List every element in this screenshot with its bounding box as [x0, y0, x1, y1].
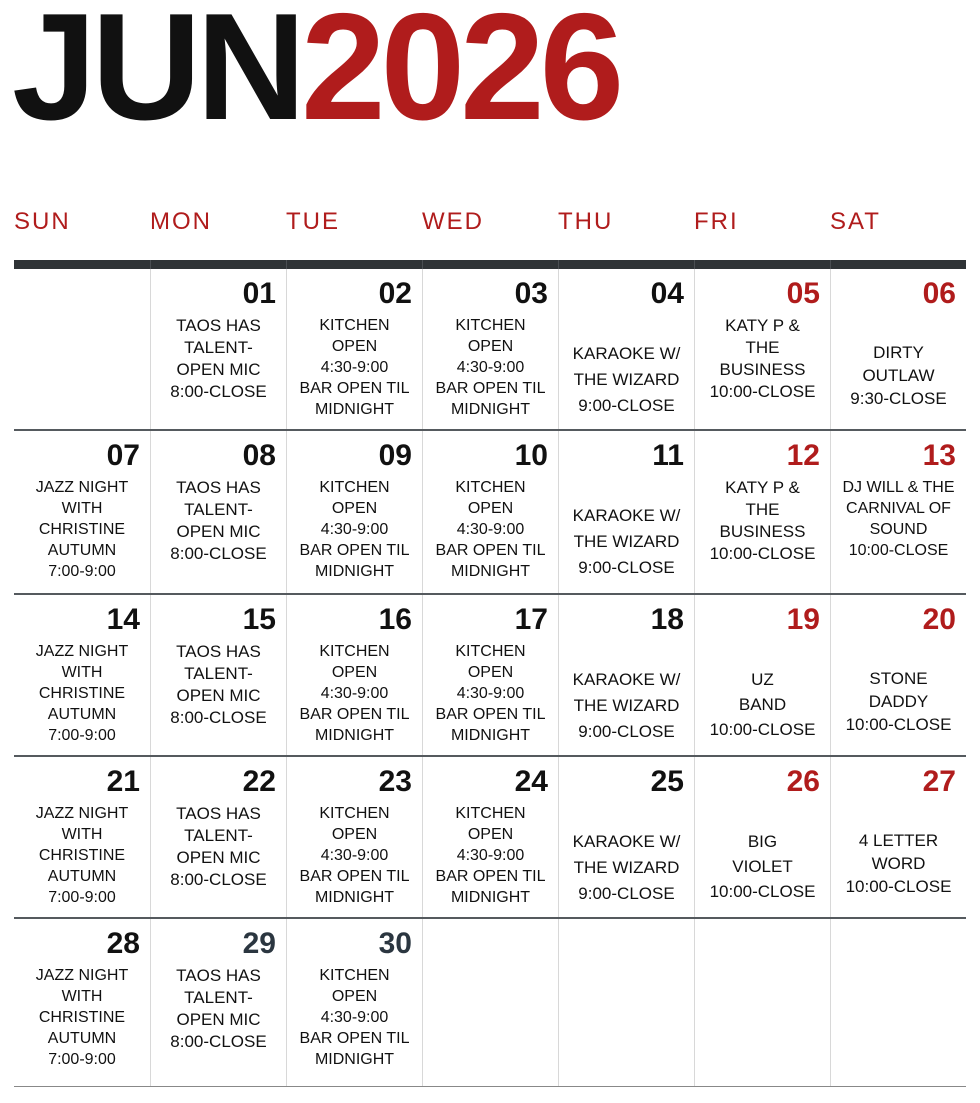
empty-day-cell: [422, 919, 558, 1087]
event-line: CHRISTINE: [38, 685, 126, 702]
event-line: 7:00-9:00: [48, 727, 116, 744]
event-details: [287, 641, 422, 746]
event-line: BAR OPEN TIL: [299, 380, 410, 397]
event-line: KITCHEN: [319, 643, 390, 660]
day-cell-tue: [286, 269, 422, 431]
day-number: 21: [106, 765, 140, 798]
day-number: 09: [378, 439, 412, 472]
event-details: [559, 829, 694, 907]
event-details: [695, 315, 830, 403]
event-line: CHRISTINE: [38, 521, 126, 538]
event-line: BAR OPEN TIL: [435, 706, 546, 723]
event-line: 4:30-9:00: [456, 847, 525, 864]
day-number: 10: [514, 439, 548, 472]
event-details: [695, 829, 830, 904]
event-line: STONE: [869, 669, 928, 688]
day-number: 02: [378, 277, 412, 310]
event-line: MIDNIGHT: [314, 727, 395, 744]
event-line: WITH: [61, 500, 103, 517]
event-line: KITCHEN: [455, 805, 526, 822]
event-line: BAND: [738, 695, 787, 714]
day-cell-sat: [830, 269, 966, 431]
day-number: 28: [106, 927, 140, 960]
event-line: OPEN MIC: [176, 848, 261, 867]
event-line: BAR OPEN TIL: [299, 706, 410, 723]
day-number: 25: [650, 765, 684, 798]
day-cell-thu: [558, 269, 694, 431]
event-line: CHRISTINE: [38, 847, 126, 864]
day-cell-wed: [422, 269, 558, 431]
event-line: KITCHEN: [319, 479, 390, 496]
day-number: 18: [650, 603, 684, 636]
calendar-bottom-rule: [14, 1086, 966, 1087]
day-cell-mon: [150, 595, 286, 757]
event-line: OPEN: [467, 664, 514, 681]
event-line: JAZZ NIGHT: [35, 643, 129, 660]
event-line: OPEN: [467, 338, 514, 355]
event-line: OPEN: [331, 500, 378, 517]
event-line: 8:00-CLOSE: [170, 870, 267, 889]
calendar-grid: [14, 269, 966, 1087]
event-details: [151, 803, 286, 891]
day-number: 06: [922, 277, 956, 310]
calendar-title: [12, 0, 620, 152]
day-number: 13: [922, 439, 956, 472]
event-line: 10:00-CLOSE: [709, 382, 816, 401]
event-line: 4:30-9:00: [320, 685, 389, 702]
event-line: 4:30-9:00: [456, 359, 525, 376]
event-line: KITCHEN: [319, 805, 390, 822]
event-line: 8:00-CLOSE: [170, 544, 267, 563]
event-line: THE: [745, 338, 780, 357]
year-label: 2026: [301, 0, 620, 152]
event-line: MIDNIGHT: [450, 889, 531, 906]
event-details: [559, 341, 694, 419]
day-cell-sun: [14, 757, 150, 919]
event-line: KITCHEN: [319, 967, 390, 984]
event-details: [14, 641, 150, 746]
weekday-tue: TUE: [286, 208, 340, 235]
header-divider-bar: [14, 260, 966, 269]
day-cell-wed: [422, 431, 558, 595]
event-line: SOUND: [869, 521, 928, 538]
day-number: 24: [514, 765, 548, 798]
event-details: [14, 965, 150, 1070]
event-line: CHRISTINE: [38, 1009, 126, 1026]
day-cell-sun: [14, 595, 150, 757]
event-line: BUSINESS: [719, 522, 806, 541]
event-details: [423, 803, 558, 908]
event-line: BUSINESS: [719, 360, 806, 379]
day-number: 03: [514, 277, 548, 310]
event-line: TAOS HAS: [176, 478, 261, 497]
day-cell-tue: [286, 919, 422, 1087]
event-line: CARNIVAL OF: [846, 500, 951, 517]
event-line: THE: [745, 500, 780, 519]
event-line: KARAOKE W/: [572, 506, 681, 525]
event-line: TALENT-: [184, 664, 253, 683]
event-details: [287, 803, 422, 908]
event-line: UZ: [751, 670, 774, 689]
event-line: TAOS HAS: [176, 804, 261, 823]
day-cell-thu: [558, 757, 694, 919]
event-line: 10:00-CLOSE: [848, 542, 949, 559]
day-number: 05: [786, 277, 820, 310]
event-line: 4:30-9:00: [456, 521, 525, 538]
empty-day-cell: [558, 919, 694, 1087]
event-line: KATY P &: [725, 316, 800, 335]
event-line: 4:30-9:00: [320, 359, 389, 376]
event-line: TALENT-: [184, 988, 253, 1007]
event-details: [695, 667, 830, 742]
event-line: DIRTY: [873, 343, 924, 362]
weekday-wed: WED: [422, 208, 484, 235]
event-line: 7:00-9:00: [48, 1051, 116, 1068]
event-line: 4:30-9:00: [320, 521, 389, 538]
event-line: WITH: [61, 988, 103, 1005]
day-cell-tue: [286, 431, 422, 595]
event-line: TALENT-: [184, 500, 253, 519]
event-line: JAZZ NIGHT: [35, 479, 129, 496]
event-details: [831, 667, 966, 736]
event-line: BAR OPEN TIL: [299, 542, 410, 559]
day-number: 27: [922, 765, 956, 798]
day-cell-fri: [694, 595, 830, 757]
event-line: 8:00-CLOSE: [170, 382, 267, 401]
event-line: KITCHEN: [455, 479, 526, 496]
event-line: DADDY: [868, 692, 929, 711]
event-line: BAR OPEN TIL: [299, 1030, 410, 1047]
day-cell-thu: [558, 431, 694, 595]
day-number: 01: [242, 277, 276, 310]
event-details: [151, 477, 286, 565]
day-cell-sat: [830, 431, 966, 595]
day-number: 19: [786, 603, 820, 636]
event-line: MIDNIGHT: [314, 401, 395, 418]
day-cell-tue: [286, 757, 422, 919]
event-line: JAZZ NIGHT: [35, 967, 129, 984]
empty-day-cell: [830, 919, 966, 1087]
event-line: OUTLAW: [862, 366, 935, 385]
event-line: BIG: [747, 832, 778, 851]
event-line: TALENT-: [184, 826, 253, 845]
event-line: 9:00-CLOSE: [578, 558, 675, 577]
day-number: 17: [514, 603, 548, 636]
event-details: [287, 315, 422, 420]
event-details: [151, 641, 286, 729]
day-cell-fri: [694, 269, 830, 431]
event-details: [423, 641, 558, 746]
weekday-sun: SUN: [14, 208, 71, 235]
event-line: JAZZ NIGHT: [35, 805, 129, 822]
event-details: [695, 477, 830, 565]
event-line: THE WIZARD: [573, 858, 680, 877]
event-line: MIDNIGHT: [450, 727, 531, 744]
day-number: 26: [786, 765, 820, 798]
event-line: KARAOKE W/: [572, 832, 681, 851]
event-line: TAOS HAS: [176, 966, 261, 985]
event-line: MIDNIGHT: [450, 563, 531, 580]
event-line: KITCHEN: [319, 317, 390, 334]
event-details: [423, 477, 558, 582]
event-line: OPEN: [467, 500, 514, 517]
event-line: AUTUMN: [47, 868, 117, 885]
event-line: DJ WILL & THE: [842, 479, 955, 496]
event-line: THE WIZARD: [573, 696, 680, 715]
day-cell-fri: [694, 431, 830, 595]
event-line: 4:30-9:00: [320, 1009, 389, 1026]
event-line: 8:00-CLOSE: [170, 1032, 267, 1051]
event-line: OPEN: [331, 664, 378, 681]
day-number: 20: [922, 603, 956, 636]
event-line: KARAOKE W/: [572, 344, 681, 363]
event-line: BAR OPEN TIL: [435, 380, 546, 397]
day-cell-mon: [150, 269, 286, 431]
day-number: 15: [242, 603, 276, 636]
event-details: [831, 341, 966, 410]
event-line: AUTUMN: [47, 1030, 117, 1047]
event-details: [14, 477, 150, 582]
event-line: 10:00-CLOSE: [845, 715, 952, 734]
event-details: [151, 315, 286, 403]
event-line: MIDNIGHT: [450, 401, 531, 418]
event-line: AUTUMN: [47, 542, 117, 559]
event-line: 4 LETTER: [858, 831, 939, 850]
event-line: MIDNIGHT: [314, 889, 395, 906]
event-line: 8:00-CLOSE: [170, 708, 267, 727]
event-line: MIDNIGHT: [314, 1051, 395, 1068]
day-cell-tue: [286, 595, 422, 757]
event-line: BAR OPEN TIL: [435, 542, 546, 559]
event-line: WITH: [61, 664, 103, 681]
event-line: OPEN: [331, 338, 378, 355]
day-cell-mon: [150, 431, 286, 595]
day-number: 14: [106, 603, 140, 636]
event-line: OPEN: [331, 826, 378, 843]
day-number: 08: [242, 439, 276, 472]
day-number: 29: [242, 927, 276, 960]
day-number: 16: [378, 603, 412, 636]
weekday-mon: MON: [150, 208, 212, 235]
event-line: KITCHEN: [455, 643, 526, 660]
event-line: OPEN: [331, 988, 378, 1005]
event-line: OPEN MIC: [176, 360, 261, 379]
event-line: AUTUMN: [47, 706, 117, 723]
event-details: [151, 965, 286, 1053]
event-details: [559, 503, 694, 581]
day-cell-thu: [558, 595, 694, 757]
event-line: OPEN: [467, 826, 514, 843]
event-details: [559, 667, 694, 745]
event-line: 4:30-9:00: [320, 847, 389, 864]
event-line: 9:00-CLOSE: [578, 884, 675, 903]
day-cell-sun: [14, 919, 150, 1087]
event-line: OPEN MIC: [176, 686, 261, 705]
event-details: [287, 477, 422, 582]
event-line: WORD: [871, 854, 926, 873]
day-cell-mon: [150, 757, 286, 919]
event-line: 4:30-9:00: [456, 685, 525, 702]
event-line: 10:00-CLOSE: [845, 877, 952, 896]
event-line: BAR OPEN TIL: [435, 868, 546, 885]
event-line: TALENT-: [184, 338, 253, 357]
event-line: OPEN MIC: [176, 522, 261, 541]
weekday-fri: FRI: [694, 208, 739, 235]
event-line: THE WIZARD: [573, 532, 680, 551]
weekday-sat: SAT: [830, 208, 881, 235]
event-line: KARAOKE W/: [572, 670, 681, 689]
event-line: KATY P &: [725, 478, 800, 497]
day-number: 23: [378, 765, 412, 798]
weekday-header: [14, 208, 966, 244]
event-line: 10:00-CLOSE: [709, 882, 816, 901]
event-line: 9:00-CLOSE: [578, 396, 675, 415]
event-line: BAR OPEN TIL: [299, 868, 410, 885]
day-number: 07: [106, 439, 140, 472]
day-cell-wed: [422, 757, 558, 919]
event-line: TAOS HAS: [176, 316, 261, 335]
month-label: JUN: [12, 0, 302, 152]
event-details: [831, 477, 966, 561]
day-cell-sat: [830, 595, 966, 757]
event-line: 10:00-CLOSE: [709, 720, 816, 739]
event-line: MIDNIGHT: [314, 563, 395, 580]
event-details: [14, 803, 150, 908]
day-number: 30: [378, 927, 412, 960]
day-number: 11: [652, 439, 684, 472]
day-cell-mon: [150, 919, 286, 1087]
day-number: 22: [242, 765, 276, 798]
day-cell-sun: [14, 431, 150, 595]
event-line: OPEN MIC: [176, 1010, 261, 1029]
empty-day-cell: [694, 919, 830, 1087]
event-line: 7:00-9:00: [48, 889, 116, 906]
weekday-thu: THU: [558, 208, 614, 235]
event-line: THE WIZARD: [573, 370, 680, 389]
event-line: 9:00-CLOSE: [578, 722, 675, 741]
event-details: [423, 315, 558, 420]
event-line: WITH: [61, 826, 103, 843]
event-line: KITCHEN: [455, 317, 526, 334]
event-line: 9:30-CLOSE: [850, 389, 947, 408]
event-details: [831, 829, 966, 898]
event-line: 10:00-CLOSE: [709, 544, 816, 563]
event-line: 7:00-9:00: [48, 563, 116, 580]
day-cell-fri: [694, 757, 830, 919]
event-details: [287, 965, 422, 1070]
day-cell-wed: [422, 595, 558, 757]
day-cell-sat: [830, 757, 966, 919]
event-line: VIOLET: [732, 857, 793, 876]
empty-day-cell: [14, 269, 150, 431]
day-number: 04: [650, 277, 684, 310]
event-line: TAOS HAS: [176, 642, 261, 661]
day-number: 12: [786, 439, 820, 472]
